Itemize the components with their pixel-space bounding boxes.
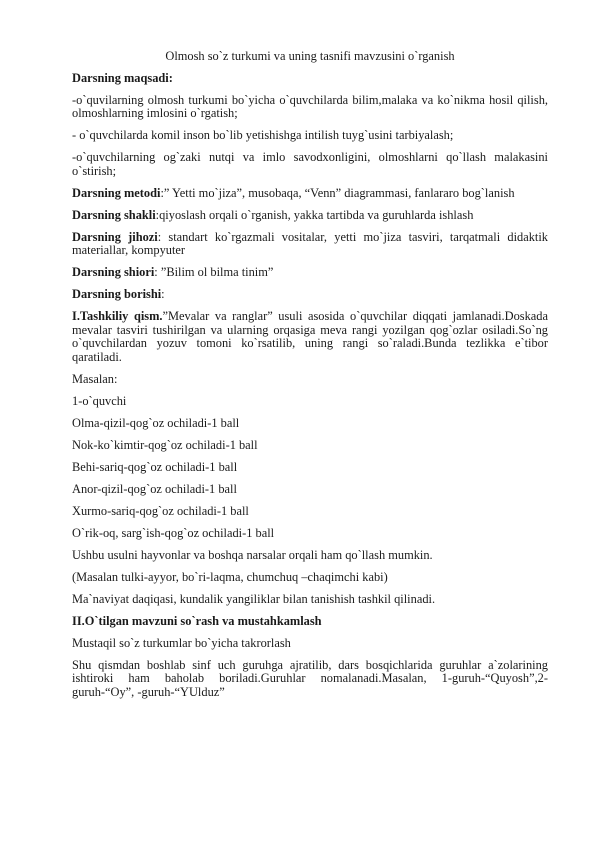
list-item: Olma-qizil-qog`oz ochiladi-1 ball (72, 415, 240, 430)
equipment-label: Darsning jihozi (72, 229, 158, 244)
method-text: :” Yetti mo`jiza”, musobaqa, “Venn” diagrammasi, fanlararo bog`lanish (160, 185, 515, 200)
form-line (72, 209, 548, 223)
equipment-line (72, 231, 548, 258)
goal-item-1: -o`quvilarning olmosh turkumi bo`yicha o`quvchilarda bilim,malaka va ko`nikma hosil qilish, olmoshlarning imlosini o`rgatish; (72, 92, 548, 121)
organizational-text: ”Mevalar va ranglar” usuli asosida o`quvchilar diqqati jamlanadi.Doskada mevalar tasviri tushirilgan va ularning orqasiga meva rangi yozilgan qog`ozlar osiladi.So`ng o`quvchilardan yozuv tomoni ko`rsatilib, uning rangi so`raladi.Bunda tezlikka e`tibor qaratiladi. (72, 309, 548, 365)
goal-label: Darsning maqsadi: (72, 70, 173, 85)
list-item: Xurmo-sariq-qog`oz ochiladi-1 ball (72, 503, 249, 518)
example-label: Masalan: (72, 372, 118, 386)
motto-label: Darsning shiori (72, 265, 155, 280)
list-item: Anor-qizil-qog`oz ochiladi-1 ball (72, 481, 237, 496)
list-item: Behi-sariq-qog`oz ochiladi-1 ball (72, 459, 238, 474)
form-text: :qiyoslash orqali o`rganish, yakka tartibda va guruhlarda ishlash (155, 207, 474, 222)
goal-item-3: -o`quvchilarning og`zaki nutqi va imlo savodxonligini, olmoshlarni qo`llash malakasini o`stirish; (72, 150, 548, 178)
procedure-label: Darsning borishi (72, 287, 162, 302)
form-label: Darsning shakli (72, 207, 156, 222)
list-item: Nok-ko`kimtir-qog`oz ochiladi-1 ball (72, 437, 258, 452)
section-2-heading (72, 615, 548, 629)
list-item: O`rik-oq, sarg`ish-qog`oz ochiladi-1 ball (72, 525, 275, 540)
motto-text: : ”Bilim ol bilma tinim” (154, 265, 274, 280)
procedure-line (72, 288, 548, 302)
section-2-label: II.O`tilgan mavzuni so`rash va mustahkamlash (72, 613, 322, 628)
method-label: Darsning metodi (72, 185, 161, 200)
group-work-paragraph: Shu qismdan boshlab sinf uch guruhga ajratilib, dars bosqichlarida guruhlar a`zolarining ishtiroki ham baholab boriladi.Guruhlar nomalanadi.Masalan, 1-guruh-“Quyosh”,2-guruh-“Oy”, -guruh-“YUlduz” (72, 657, 548, 699)
document-title: Olmosh so`z turkumi va uning tasnifi mavzusini o`rganish (165, 49, 455, 63)
spirituality-minute: Ma`naviyat daqiqasi, kundalik yangiliklar bilan tanishish tashkil qilinadi. (72, 591, 436, 606)
method-line (72, 187, 548, 201)
method-usage-text: Ushbu usulni hayvonlar va boshqa narsalar orqali ham qo`llash mumkin. (72, 547, 433, 562)
organizational-label: I.Tashkiliy qism. (72, 309, 163, 324)
list-item: 1-o`quvchi (72, 393, 127, 408)
procedure-colon: : (161, 287, 165, 302)
method-usage-example: (Masalan tulki-ayyor, bo`ri-laqma, chumchuq –chaqimchi kabi) (72, 569, 388, 584)
motto-line (72, 266, 548, 280)
goal-item-2: - o`quvchilarda komil inson bo`lib yetishishga intilish tuyg`usini tarbiyalash; (72, 128, 454, 143)
review-line: Mustaqil so`z turkumlar bo`yicha takrorlash (72, 635, 291, 650)
goal-heading (72, 72, 548, 86)
document-page (72, 50, 548, 708)
equipment-text: : standart ko`rgazmali vositalar, yetti mo`jiza tasviri, tarqatmali didaktik materiallar, kompyuter (72, 229, 548, 258)
organizational-part (72, 310, 548, 364)
